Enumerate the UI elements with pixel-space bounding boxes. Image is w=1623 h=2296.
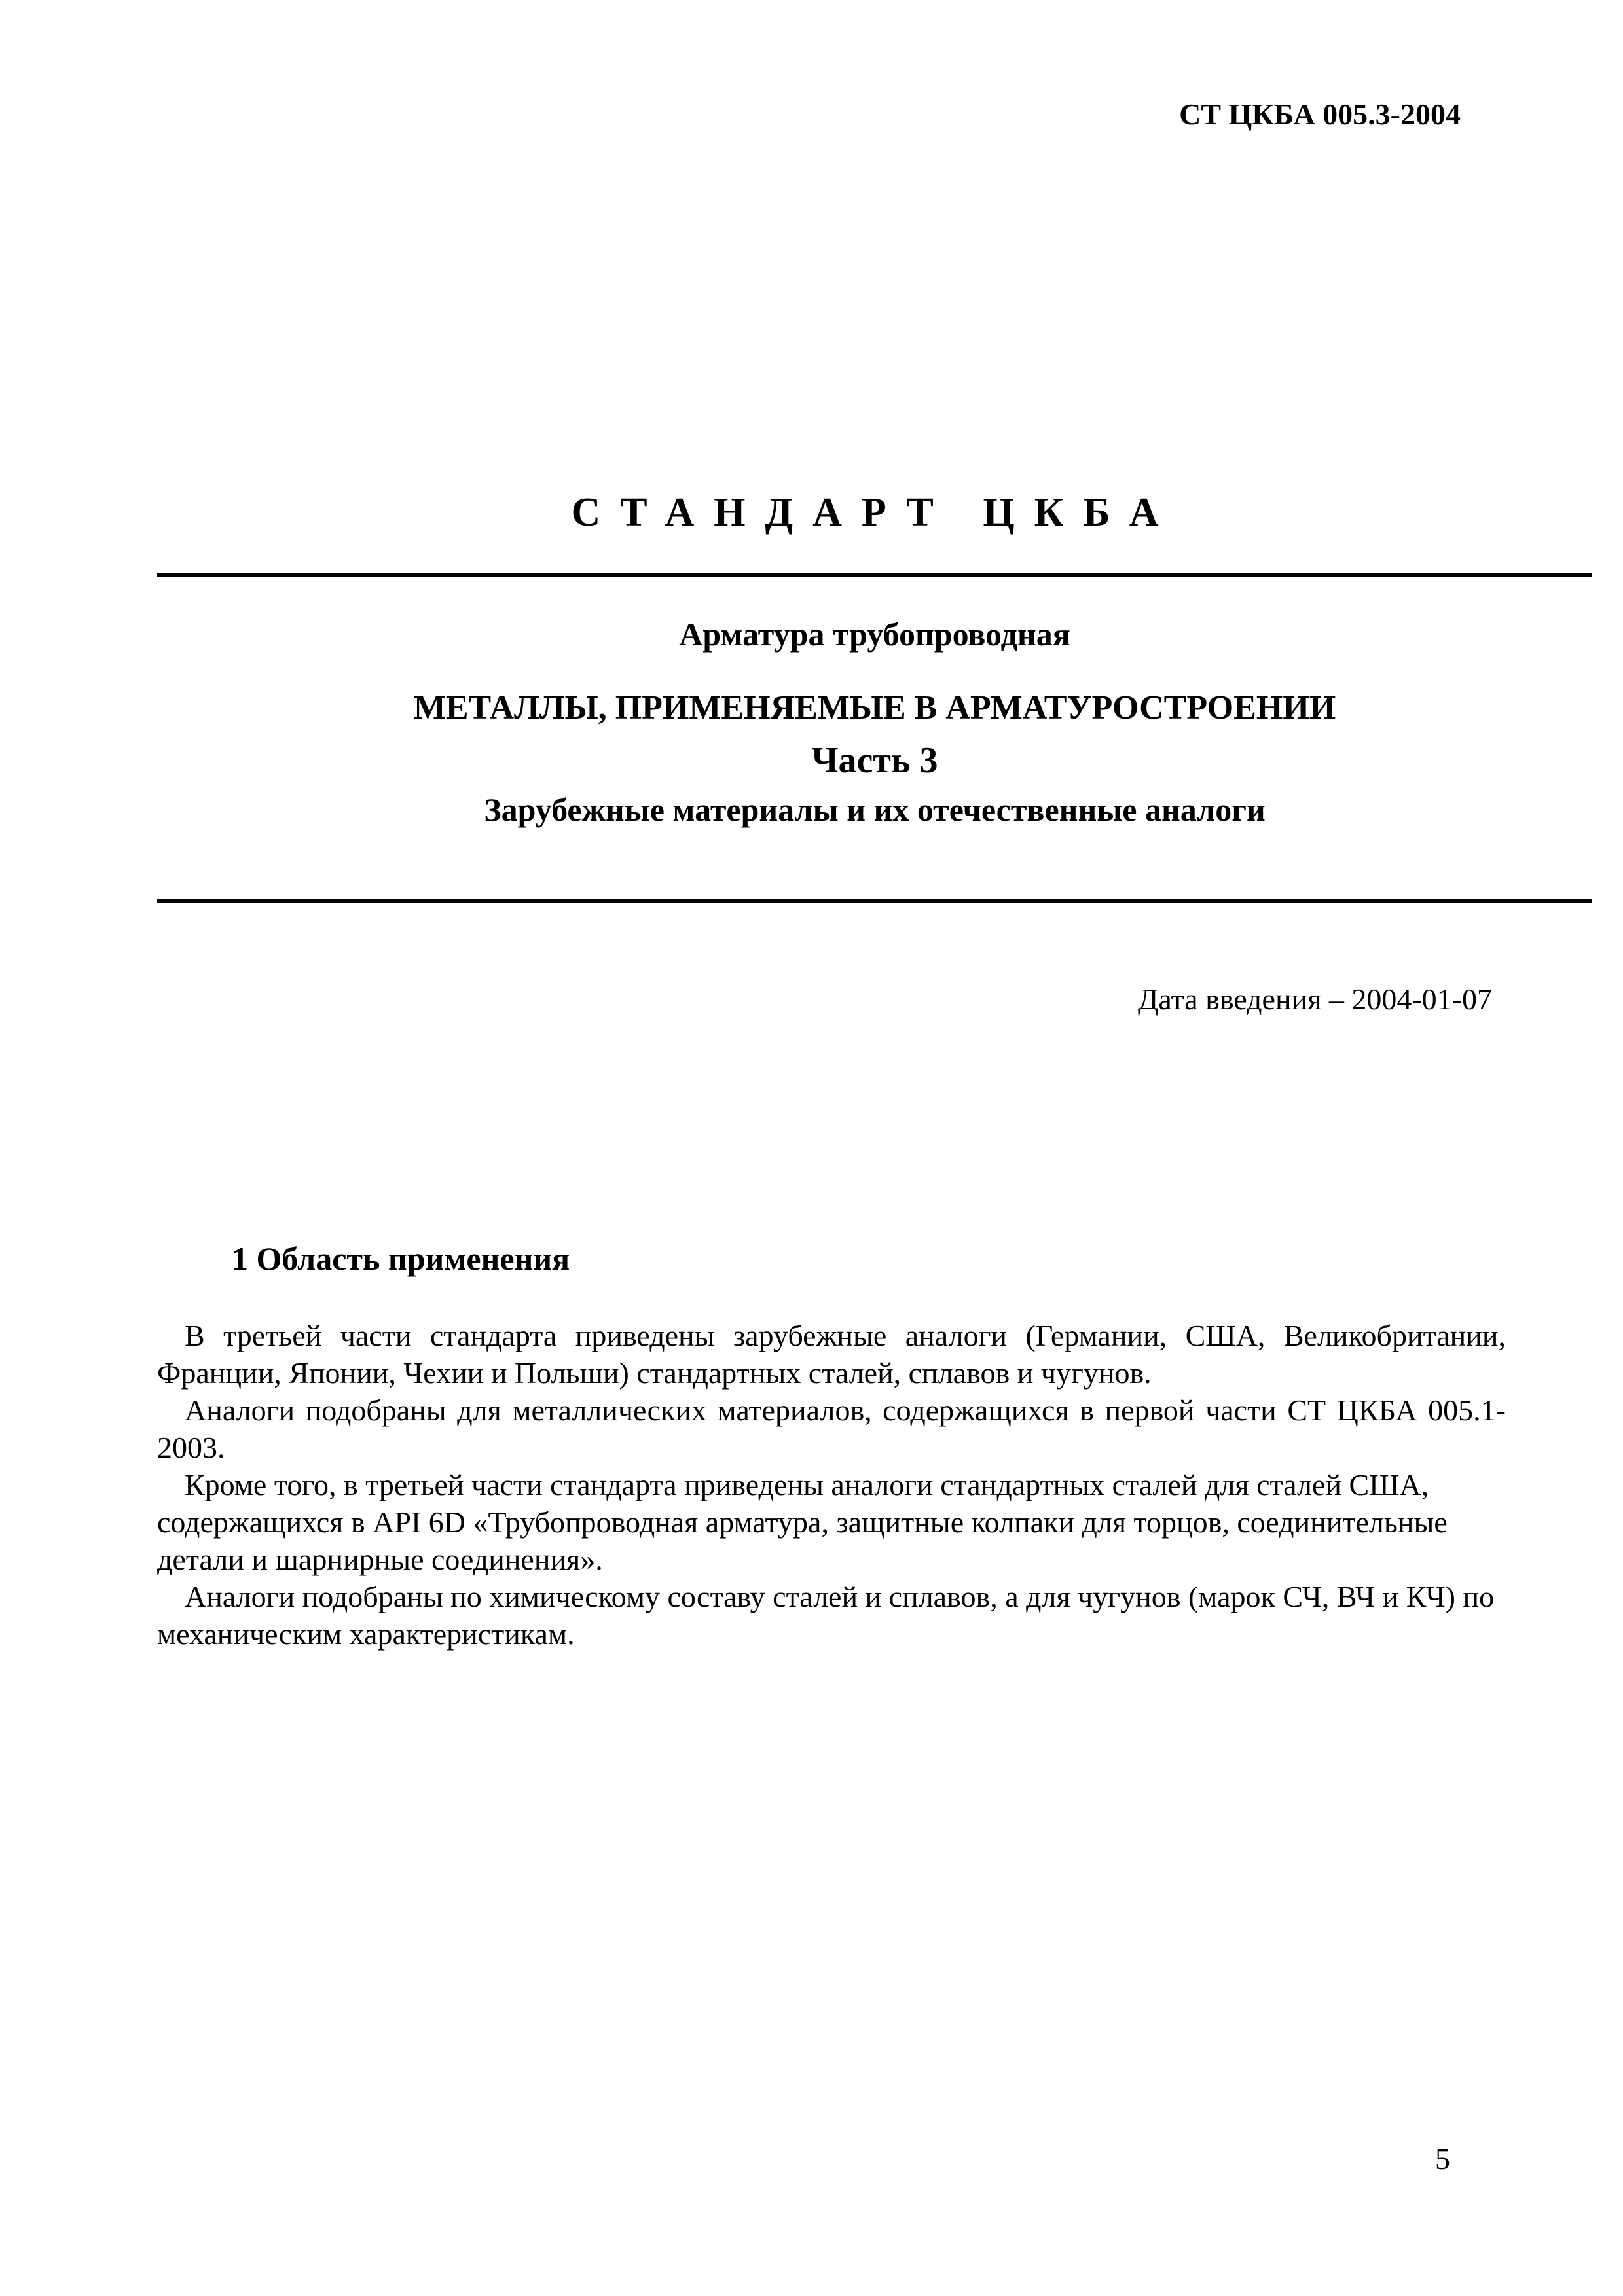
top-rule [157,573,1592,577]
document-code: СТ ЦКБА 005.3-2004 [1179,98,1461,131]
paragraph: Аналоги подобраны для металлических материалов, содержащихся в первой части СТ ЦКБА 005.1-2003. [157,1393,1506,1464]
subtitle-scope: Зарубежные материалы и их отечественные аналоги [484,791,1266,828]
paragraph: Кроме того, в третьей части стандарта приведены аналоги стандартных сталей для сталей США, содержащихся в API 6D «Трубопроводная арматура, защитные колпаки для торцов, соединительные детали и шарнирные соединения». [157,1468,1448,1576]
standard-title: СТАНДАРТ ЦКБА [571,490,1178,535]
section-heading: 1 Область применения [232,1240,570,1277]
paragraph: Аналоги подобраны по химическому составу сталей и сплавов, а для чугунов (марок СЧ, ВЧ и КЧ) по механическим характеристикам. [157,1580,1495,1651]
subtitle-category: Арматура трубопроводная [679,616,1070,653]
bottom-rule [157,899,1592,903]
introduction-date: Дата введения – 2004-01-07 [1137,982,1492,1016]
subtitle-main: МЕТАЛЛЫ, ПРИМЕНЯЕМЫЕ В АРМАТУРОСТРОЕНИИ [413,689,1336,726]
paragraph: В третьей части стандарта приведены зарубежные аналоги (Германии, США, Великобритании, Франции, Японии, Чехии и Польши) стандартных сталей, сплавов и чугунов. [157,1319,1506,1390]
section-body [157,1317,1506,1653]
subtitle-part: Часть 3 [811,740,938,781]
page-number: 5 [1435,2142,1450,2176]
